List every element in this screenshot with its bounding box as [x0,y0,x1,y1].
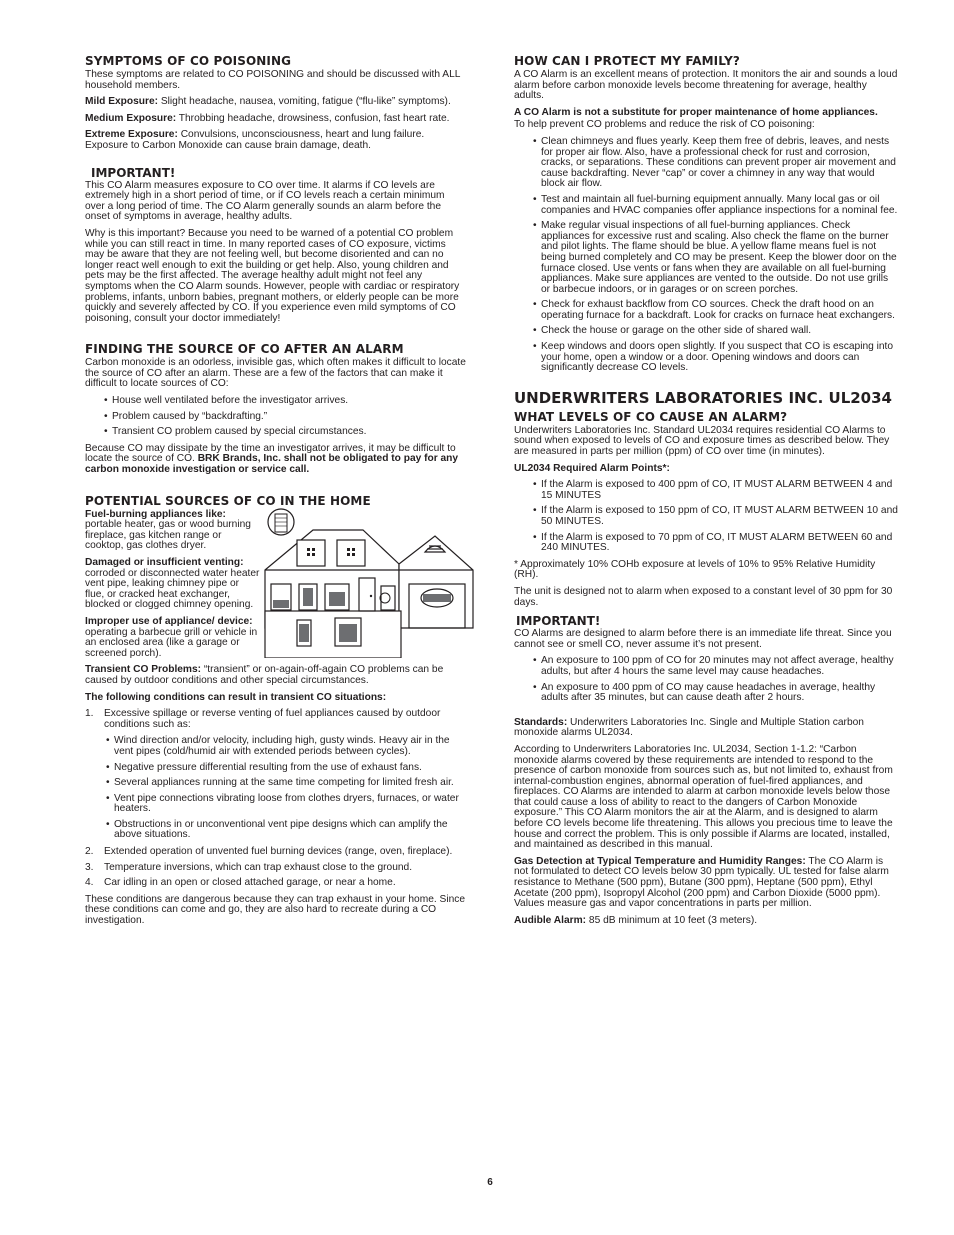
fuel-label: Fuel-burning appliances like: [85,508,226,520]
list-number: 3. [85,861,94,873]
medium-exposure [85,114,467,125]
important-paragraph-1: This CO Alarm measures exposure to CO over time. It alarms if CO levels are extremely high in a short period of time, or if CO levels reach a certain minimum over a long period of time. The CO Alarm generally sounds an alarm before the onset of symptoms in average, healthy adults. [85,179,445,223]
alarm-points-heading-text: UL2034 Required Alarm Points*: [514,462,670,474]
important-heading-2: IMPORTANT! [516,614,601,629]
list-item: • An exposure to 100 ppm of CO for 20 minutes may not affect average, healthy adults, but after 4 hours the same level may cause headaches. [514,656,898,677]
list-item: • If the Alarm is exposed to 150 ppm of CO, IT MUST ALARM BETWEEN 10 and 50 MINUTES. [514,506,898,527]
fuel-text: portable heater, gas or wood burning fireplace, gas kitchen range or cooktop, gas clothes dryer. [85,519,251,552]
mild-label: Mild Exposure: [85,96,159,108]
list-item: • House well ventilated before the investigator arrives. [85,396,467,407]
list-item: • Keep windows and doors open slightly. If you suspect that CO is escaping into your home, open a window or a door. Opening windows and doors can significantly decrease CO levels. [514,342,898,374]
protect-note [514,108,898,119]
conditions-list [85,709,467,889]
standards-label: Standards: [514,716,568,728]
list-number: 2. [85,846,94,858]
transient-text: “transient” or on-again-off-again CO problems can be caused by outdoor conditions and other special circumstances. [85,664,444,686]
finding-source-heading: FINDING THE SOURCE OF CO AFTER AN ALARM [85,342,404,357]
important-2-intro: CO Alarms are designed to alarm before there is an immediate life threat. Since you cannot see or smell CO, never assume it’s not present. [514,628,892,650]
protect-heading: HOW CAN I PROTECT MY FAMILY? [514,54,740,68]
important-2-list [514,656,898,703]
protect-intro: A CO Alarm is an excellent means of protection. It monitors the air and sounds a loud alarm before carbon monoxide levels become threatening for average, healthy adults. [514,69,898,102]
mild-exposure [85,97,467,108]
finding-closing-text: Because CO may dissipate by the time an investigator arrives, it may be difficult to locate the source of CO. [85,442,456,465]
list-item [85,878,467,889]
audible-alarm [514,916,898,927]
list-item: • Make regular visual inspections of all fuel-burning appliances. Check appliances for excessive rust and scaling. Also check the flame on the burner and pilot lights. The flame should be blue. A yellow flame means fuel is not being burned completely and CO may be present. Keep the blower door on the furnace closed. Use vents or fans when they are available on all fuel-burning appliances. Make sure appliances are vented to the outside. Do not use grills or barbecue indoors, or in garages or on screen porches. [514,221,898,295]
conditions-heading-text: The following conditions can result in transient CO situations: [85,691,387,703]
list-item-text: Car idling in an open or closed attached garage, or near a home. [104,877,396,889]
medium-label: Medium Exposure: [85,112,177,124]
house-illustration [263,508,475,658]
list-item: • Obstructions in or unconventional vent pipe designs which can amplify the above situations. [85,820,467,841]
damaged-venting [85,558,261,611]
protect-list [514,137,898,374]
conditions-closing: These conditions are dangerous because they can trap exhaust in your home. Since these conditions can come and go, they are also hard to recreate during a CO investigation. [85,893,466,927]
standards-text: Underwriters Laboratories Inc. Single and Multiple Station carbon monoxide alarms UL2034. [514,716,864,739]
list-item [85,863,467,874]
symptoms-heading: SYMPTOMS OF CO POISONING [85,54,292,68]
extreme-text: Convulsions, unconsciousness, heart and lung failure. Exposure to Carbon Monoxide can cause brain damage, death. [85,129,425,151]
finding-closing-bold: BRK Brands, Inc. shall not be obligated to pay for any carbon monoxide investigation or service call. [85,453,459,476]
standards [514,718,898,739]
mild-text: Slight headache, nausea, vomiting, fatigue (“flu-like” symptoms). [158,96,451,108]
list-item: • Transient CO problem caused by special circumstances. [85,427,467,438]
damaged-label: Damaged or insufficient venting: [85,557,244,568]
sources-heading: POTENTIAL SOURCES OF CO IN THE HOME [85,493,371,508]
list-item: • Problem caused by “backdrafting.” [85,412,467,423]
improper-text: operating a barbecue grill or vehicle in an enclosed area (like a garage or screened porch). [85,626,258,659]
finding-closing [85,444,467,476]
gas-detection [514,857,898,910]
conditions-heading [85,693,467,704]
page-number: 6 [487,1177,493,1188]
list-item: • If the Alarm is exposed to 400 ppm of CO, IT MUST ALARM BETWEEN 4 and 15 MINUTES [514,480,898,501]
fuel-burning [85,510,261,552]
alarm-points-list [514,480,898,554]
list-number: 1. [85,708,94,720]
damaged-text: corroded or disconnected water heater vent pipe, leaking chimney pipe or flue, or cracked heat exchanger, blocked or clogged chimney opening. [85,567,260,611]
extreme-exposure [85,130,467,151]
list-item-text: Temperature inversions, which can trap exhaust close to the ground. [104,861,413,873]
gas-detection-label: Gas Detection at Typical Temperature and Humidity Ranges: [514,855,806,867]
important-paragraph-2: Why is this important? Because you need to be warned of a potential CO problem while you can still react in time. In many reported cases of CO exposure, victims may be aware that they are not feeling well, but become disoriented and can no longer react well enough to exit the building or get help. Also, young children and pets may be the first affected. The average healthy adult might not feel any symptoms when the CO Alarm sounds. However, people with cardiac or respiratory problems, infants, unborn babies, pregnant mothers, or elderly people can be more quickly and severely affected by CO. If you experience even mild symptoms of CO poisoning, consult your doctor immediately! [85,227,460,324]
list-item: • If the Alarm is exposed to 70 ppm of CO, IT MUST ALARM BETWEEN 60 and 240 MINUTES. [514,533,898,554]
sources-figure-block [85,510,467,660]
transient-problems [85,665,467,686]
symptoms-intro: These symptoms are related to CO POISONING and should be discussed with ALL household members. [85,69,461,91]
list-item-text: Excessive spillage or reverse venting of fuel appliances caused by outdoor conditions such as: [104,708,441,730]
sub-list [85,736,467,841]
protect-lead: To help prevent CO problems and reduce the risk of CO poisoning: [514,119,815,131]
important-heading: IMPORTANT! [91,165,176,180]
list-item: • Several appliances running at the same time competing for limited fresh air. [85,778,467,789]
left-column [85,54,467,933]
list-item: • Negative pressure differential resulting from the use of exhaust fans. [85,763,467,774]
ul-constant-level: The unit is designed not to alarm when exposed to a constant level of 30 ppm for 30 days. [514,585,893,608]
list-item [85,847,467,858]
transient-label: Transient CO Problems: [85,664,202,676]
standards-according: According to Underwriters Laboratories Inc. UL2034, Section 1-1.2: “Carbon monoxide alarms covered by these requirements are intended to respond to the presence of carbon monoxide from sources such as, but not limited to, exhaust from internal-combustion engines, abnormal operation of fuel-fired appliances, and fireplaces. CO Alarms are intended to alarm at carbon monoxide levels below those that could cause a loss of ability to react to the dangers of Carbon Monoxide exposure.” This CO Alarm monitors the air at the Alarm, and is designed to alarm before CO levels become life threatening. This allows you precious time to leave the house and correct the problem. This is only possible if Alarms are located, installed, and maintained as described in this manual. [514,743,893,851]
alarm-points-heading [514,464,898,475]
improper-label: Improper use of appliance/ device: [85,615,253,627]
list-item: • Check for exhaust backflow from CO sources. Check the draft hood on an operating furnace for a backdraft. Look for cracks on furnace heat exchangers. [514,300,898,321]
list-item: • Check the house or garage on the other side of shared wall. [514,326,898,337]
right-column [514,54,898,932]
ul-intro: Underwriters Laboratories Inc. Standard UL2034 requires residential CO Alarms to sound when exposed to levels of CO and exposure times as described below. They are measured in parts per million (ppm) of CO over time (in minutes). [514,424,890,458]
ul-subheading: WHAT LEVELS OF CO CAUSE AN ALARM? [514,409,788,424]
audible-alarm-label: Audible Alarm: [514,914,587,926]
finding-list [85,396,467,438]
ul-footnote: * Approximately 10% COHb exposure at levels of 10% to 95% Relative Humidity (RH). [514,558,876,581]
gas-detection-text: The CO Alarm is not formulated to detect CO levels below 30 ppm typically. UL tested for false alarm resistance to Methane (500 ppm), Butane (300 ppm), Heptane (500 ppm), Ethyl Acetate (200 ppm), Isopropyl Alcohol (200 ppm) and Carbon Dioxide (5000 ppm). Values measure gas and vapor concentrations in parts per million. [514,855,889,910]
list-number: 4. [85,877,94,889]
protect-note-bold: A CO Alarm is not a substitute for proper maintenance of home appliances. [514,106,878,118]
list-item: • Test and maintain all fuel-burning equipment annually. Many local gas or oil companies and HVAC companies offer appliance inspections for a nominal fee. [514,195,898,216]
list-item-text: Extended operation of unvented fuel burning devices (range, oven, fireplace). [104,846,453,858]
list-item: • An exposure to 400 ppm of CO may cause headaches in average, healthy adults after 35 minutes, but can cause death after 2 hours. [514,683,898,704]
audible-alarm-text: 85 dB minimum at 10 feet (3 meters). [586,914,758,926]
medium-text: Throbbing headache, drowsiness, confusion, fast heart rate. [176,112,450,124]
list-item: • Clean chimneys and flues yearly. Keep them free of debris, leaves, and nests for proper air flow. Also, have a professional check for rust and corrosion, cracks, or separations. These conditions can prevent proper air movement and cause backdrafting. Never “cap” or cover a chimney in any way that would block air flow. [514,137,898,190]
list-item [85,709,467,841]
extreme-label: Extreme Exposure: [85,129,178,141]
finding-intro: Carbon monoxide is an odorless, invisible gas, which often makes it difficult to locate the source of CO after an alarm. These are a few of the factors that can make it difficult to locate sources of CO: [85,357,466,390]
list-item: • Wind direction and/or velocity, including high, gusty winds. Heavy air in the vent pipes (cold/humid air with extended periods between cycles). [85,736,467,757]
ul-heading: UNDERWRITERS LABORATORIES INC. UL2034 [514,388,892,407]
improper-use [85,617,261,659]
list-item: • Vent pipe connections vibrating loose from clothes dryers, furnaces, or water heaters. [85,794,467,815]
